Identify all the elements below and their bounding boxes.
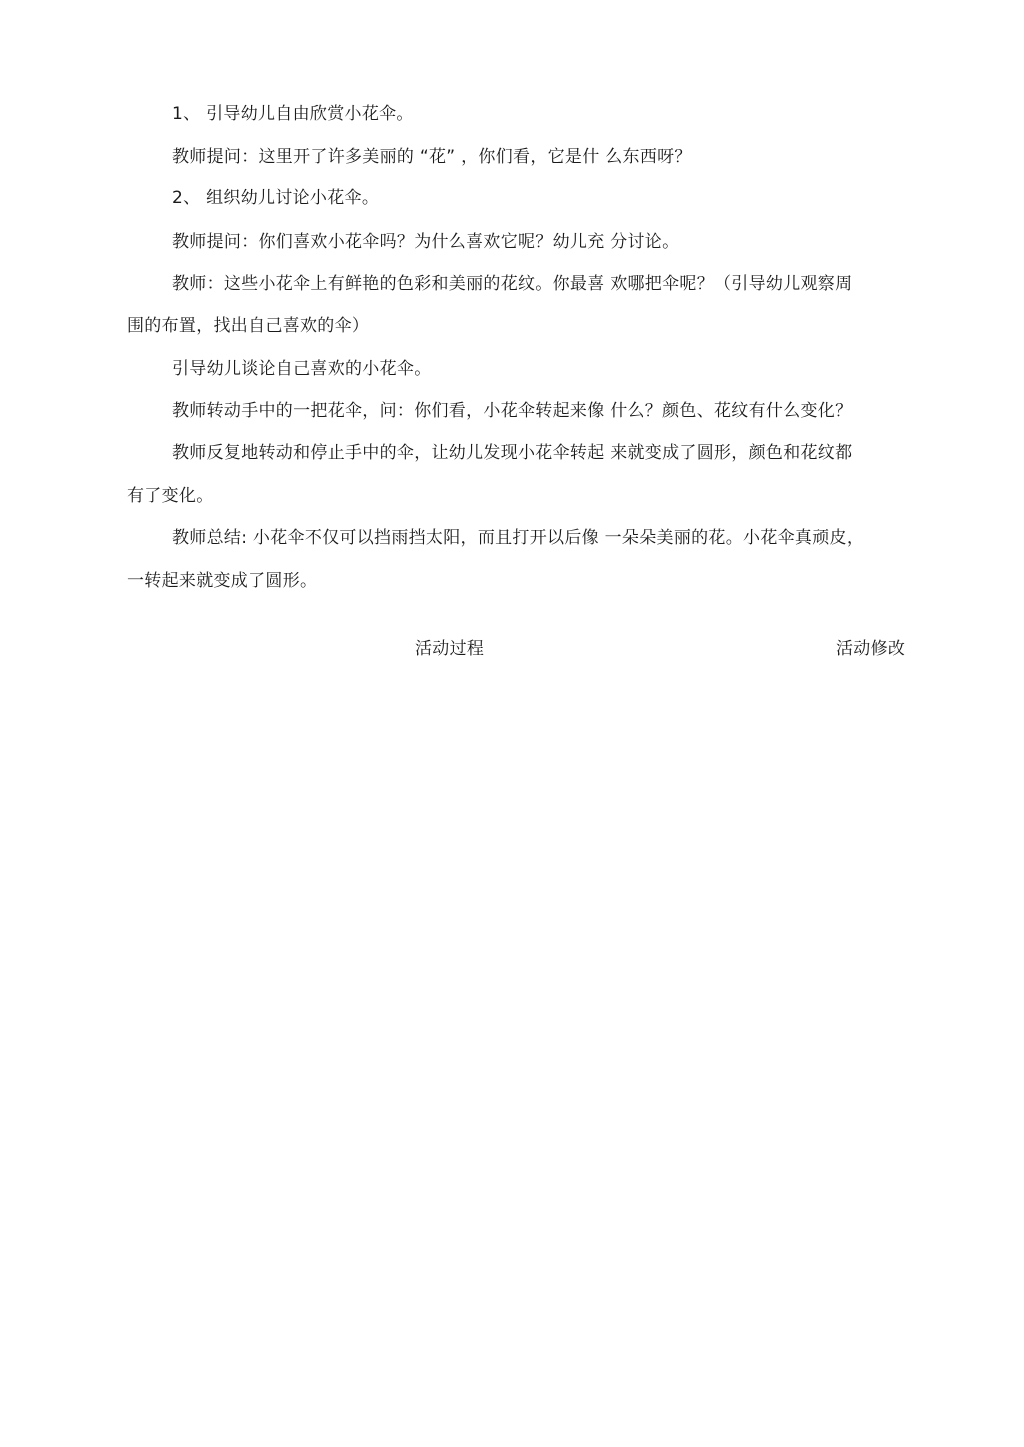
paragraph-step-2: 2、 组织幼儿讨论小花伞。	[172, 188, 380, 208]
paragraph-teacher-spin-line-2: 有了变化。	[127, 486, 214, 506]
paragraph-teacher-question-2: 教师提问：你们喜欢小花伞吗？为什么喜欢它呢？幼儿充 分讨论。	[172, 232, 680, 252]
paragraph-summary-line-1: 教师总结: 小花伞不仅可以挡雨挡太阳，而且打开以后像 一朵朵美丽的花。小花伞真顽皮，	[172, 528, 865, 548]
paragraph-step-1: 1、 引导幼儿自由欣赏小花伞。	[172, 104, 414, 124]
footer-activity-process-label: 活动过程	[415, 639, 485, 659]
paragraph-teacher-spin-question: 教师转动手中的一把花伞，问：你们看，小花伞转起来像 什么？颜色、花纹有什么变化？	[172, 401, 853, 421]
paragraph-summary-line-2: 一转起来就变成了圆形。	[127, 571, 318, 591]
paragraph-teacher-question-1: 教师提问：这里开了许多美丽的 “花” ，你们看，它是什 么东西呀？	[172, 147, 692, 167]
paragraph-teacher-remark-line-2: 围的布置，找出自己喜欢的伞）	[127, 316, 370, 336]
footer-activity-revision-label: 活动修改	[836, 639, 906, 659]
paragraph-teacher-remark-line-1: 教师：这些小花伞上有鲜艳的色彩和美丽的花纹。你最喜 欢哪把伞呢？（引导幼儿观察周	[172, 274, 853, 294]
paragraph-teacher-spin-line-1: 教师反复地转动和停止手中的伞，让幼儿发现小花伞转起 来就变成了圆形，颜色和花纹都	[172, 443, 853, 463]
paragraph-guide-discussion: 引导幼儿谈论自己喜欢的小花伞。	[172, 359, 432, 379]
